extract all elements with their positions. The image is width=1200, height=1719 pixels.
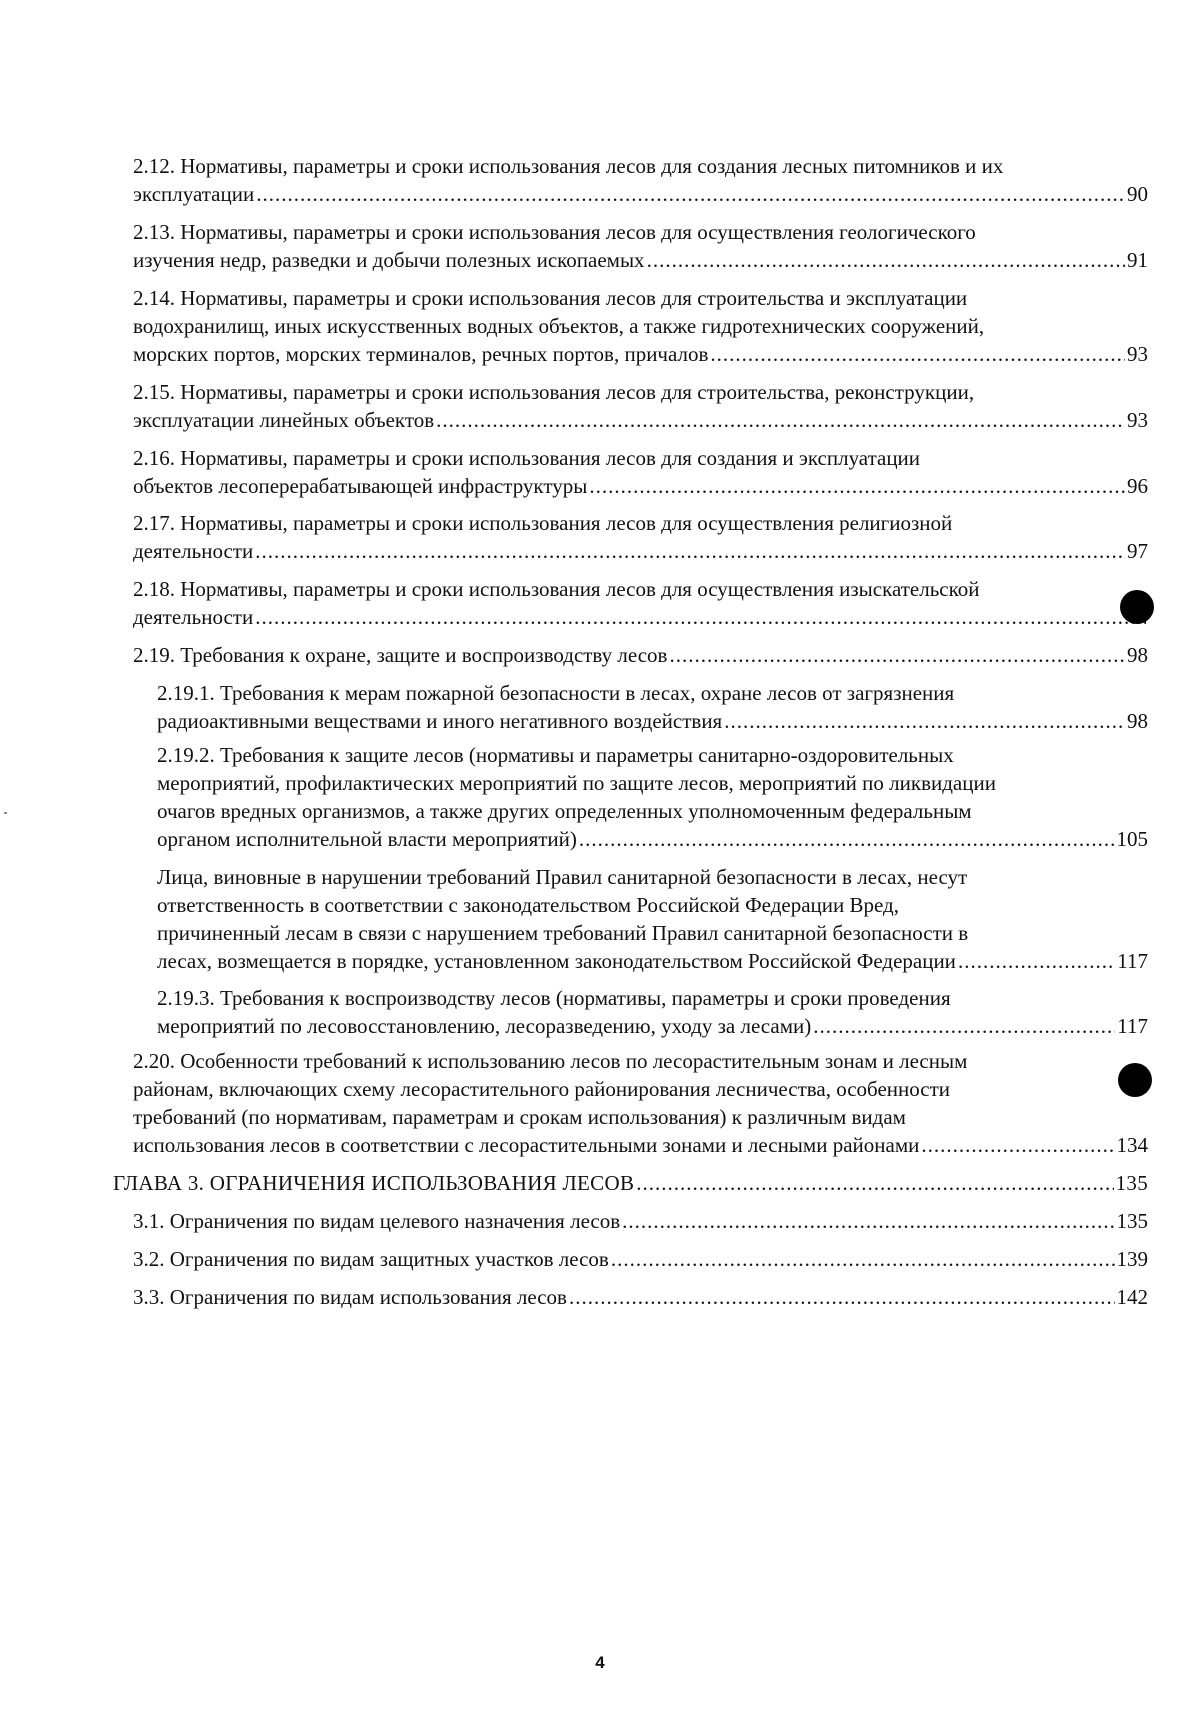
toc-entry-text: эксплуатации bbox=[133, 182, 255, 206]
toc-entry-last-line bbox=[133, 1283, 1148, 1311]
toc-entry-text: лесах, возмещается в порядке, установленном законодательством Российской Федерации bbox=[157, 949, 956, 973]
scan-speck bbox=[4, 812, 7, 814]
toc-page-number: 117 bbox=[1117, 1014, 1148, 1038]
toc-entry-2-19-3 bbox=[157, 984, 1148, 1040]
leader-dots bbox=[636, 1169, 1113, 1197]
toc-page-number: 97 bbox=[1127, 539, 1148, 563]
toc-entry-line: 2.12. Нормативы, параметры и сроки использования лесов для создания лесных питомников и их bbox=[133, 154, 1004, 178]
leader-dots bbox=[255, 603, 1146, 631]
toc-entry-line: 2.16. Нормативы, параметры и сроки использования лесов для создания и эксплуатации bbox=[133, 446, 921, 470]
toc-entry-line: причиненный лесам в связи с нарушением требований Правил санитарной безопасности в bbox=[157, 921, 969, 945]
toc-entry-line: 2.13. Нормативы, параметры и сроки использования лесов для осуществления геологического bbox=[133, 220, 976, 244]
toc-entry-last-line bbox=[133, 1131, 1148, 1159]
toc-entry-text: мероприятий по лесовосстановлению, лесоразведению, уходу за лесами) bbox=[157, 1014, 812, 1038]
toc-page-number: 139 bbox=[1116, 1247, 1148, 1271]
toc-entry-last-line bbox=[157, 707, 1148, 735]
toc-entry-2-19-2 bbox=[157, 741, 1148, 853]
page-number: 4 bbox=[595, 1653, 605, 1672]
toc-entry-text: использования лесов в соответствии с лесорастительными зонами и лесными районами bbox=[133, 1133, 920, 1157]
leader-dots bbox=[436, 406, 1125, 434]
leader-dots bbox=[255, 537, 1125, 565]
toc-entry-line: 2.15. Нормативы, параметры и сроки использования лесов для строительства, реконструкции, bbox=[133, 380, 975, 404]
toc-entry-last-line bbox=[157, 947, 1148, 975]
toc-entry-last-line bbox=[133, 1207, 1148, 1235]
leader-dots bbox=[611, 1245, 1115, 1273]
toc-entry-3-1 bbox=[133, 1207, 1148, 1235]
toc-page-number: 135 bbox=[1115, 1171, 1148, 1195]
toc-page-number: 134 bbox=[1116, 1133, 1148, 1157]
leader-dots bbox=[569, 1283, 1115, 1311]
toc-page-number: 105 bbox=[1116, 827, 1148, 851]
toc-chapter-3 bbox=[113, 1169, 1148, 1197]
toc-entry-last-line bbox=[113, 1169, 1148, 1197]
leader-dots bbox=[710, 340, 1125, 368]
toc-entry-last-line bbox=[133, 406, 1148, 434]
toc-entry-last-line bbox=[157, 1012, 1148, 1040]
toc-page-number: 135 bbox=[1116, 1209, 1148, 1233]
toc-entry-line: районам, включающих схему лесорастительного районирования лесничества, особенности bbox=[133, 1077, 951, 1101]
toc-entry-3-2 bbox=[133, 1245, 1148, 1273]
toc-entry-last-line bbox=[133, 180, 1148, 208]
toc-entry-text: 2.19. Требования к охране, защите и воспроизводству лесов bbox=[133, 643, 668, 667]
toc-entry-line: требований (по нормативам, параметрам и срокам использования) к различным видам bbox=[133, 1105, 906, 1129]
toc-entry-liability-note bbox=[157, 863, 1148, 975]
toc-entry-2-16 bbox=[133, 444, 1148, 500]
leader-dots bbox=[813, 1012, 1115, 1040]
toc-page-number: 98 bbox=[1127, 643, 1148, 667]
punch-hole-mark bbox=[1120, 590, 1154, 624]
toc-entry-last-line bbox=[133, 472, 1148, 500]
toc-entry-2-18 bbox=[133, 575, 1148, 631]
toc-entry-text: 3.1. Ограничения по видам целевого назначения лесов bbox=[133, 1209, 621, 1233]
leader-dots bbox=[724, 707, 1125, 735]
leader-dots bbox=[958, 947, 1115, 975]
toc-entry-text: деятельности bbox=[133, 539, 254, 563]
toc-entry-last-line bbox=[133, 603, 1148, 631]
toc-entry-text: объектов лесоперерабатывающей инфраструктуры bbox=[133, 474, 588, 498]
toc-page-number: 91 bbox=[1127, 248, 1148, 272]
toc-entry-2-12 bbox=[133, 152, 1148, 208]
toc-entry-line: 2.14. Нормативы, параметры и сроки использования лесов для строительства и эксплуатации bbox=[133, 286, 968, 310]
toc-entry-line: водохранилищ, иных искусственных водных объектов, а также гидротехнических сооружений, bbox=[133, 314, 985, 338]
toc-entry-line: 2.17. Нормативы, параметры и сроки использования лесов для осуществления религиозной bbox=[133, 511, 953, 535]
toc-entry-text: 3.2. Ограничения по видам защитных участков лесов bbox=[133, 1247, 609, 1271]
toc-entry-last-line bbox=[133, 1245, 1148, 1273]
toc-page-number: 142 bbox=[1116, 1285, 1148, 1309]
toc-entry-text: деятельности bbox=[133, 605, 254, 629]
toc-entry-2-19 bbox=[133, 641, 1148, 669]
toc-entry-line: очагов вредных организмов, а также других определенных уполномоченным федеральным bbox=[157, 799, 972, 823]
toc-page-number: 90 bbox=[1127, 182, 1148, 206]
toc-entry-line: Лица, виновные в нарушении требований Правил санитарной безопасности в лесах, несут bbox=[157, 865, 968, 889]
toc-entry-2-15 bbox=[133, 378, 1148, 434]
toc-entry-text: органом исполнительной власти мероприятий) bbox=[157, 827, 577, 851]
toc-entry-text: морских портов, морских терминалов, речных портов, причалов bbox=[133, 342, 709, 366]
toc-entry-3-3 bbox=[133, 1283, 1148, 1311]
toc-entry-last-line bbox=[133, 537, 1148, 565]
toc-page-number: 93 bbox=[1127, 342, 1148, 366]
toc-entry-text: эксплуатации линейных объектов bbox=[133, 408, 435, 432]
toc-entry-2-14 bbox=[133, 284, 1148, 368]
toc-entry-2-17 bbox=[133, 509, 1148, 565]
toc-entry-line: 2.19.2. Требования к защите лесов (нормативы и параметры санитарно-оздоровительных bbox=[157, 743, 954, 767]
leader-dots bbox=[256, 180, 1125, 208]
toc-entry-2-20 bbox=[133, 1047, 1148, 1159]
toc-entry-text: ГЛАВА 3. ОГРАНИЧЕНИЯ ИСПОЛЬЗОВАНИЯ ЛЕСОВ bbox=[113, 1171, 635, 1195]
toc-entry-line: 2.18. Нормативы, параметры и сроки использования лесов для осуществления изыскательской bbox=[133, 577, 980, 601]
toc-page-number: 96 bbox=[1127, 474, 1148, 498]
leader-dots bbox=[647, 246, 1125, 274]
toc-entry-last-line bbox=[133, 246, 1148, 274]
leader-dots bbox=[921, 1131, 1114, 1159]
toc-entry-2-19-1 bbox=[157, 679, 1148, 735]
leader-dots bbox=[589, 472, 1125, 500]
toc-entry-last-line bbox=[133, 340, 1148, 368]
toc-page-number: 93 bbox=[1127, 408, 1148, 432]
toc-entry-text: изучения недр, разведки и добычи полезных ископаемых bbox=[133, 248, 645, 272]
toc-entry-line: 2.20. Особенности требований к использованию лесов по лесорастительным зонам и лесным bbox=[133, 1049, 968, 1073]
toc-entry-2-13 bbox=[133, 218, 1148, 274]
toc-entry-last-line bbox=[133, 641, 1148, 669]
toc-entry-last-line bbox=[157, 825, 1148, 853]
toc-entry-line: 2.19.1. Требования к мерам пожарной безопасности в лесах, охране лесов от загрязнения bbox=[157, 681, 955, 705]
leader-dots bbox=[669, 641, 1125, 669]
toc-page-number: 98 bbox=[1127, 709, 1148, 733]
toc-entry-line: 2.19.3. Требования к воспроизводству лесов (нормативы, параметры и сроки проведения bbox=[157, 986, 951, 1010]
punch-hole-mark bbox=[1118, 1063, 1152, 1097]
toc-page-number: 117 bbox=[1117, 949, 1148, 973]
toc-entry-text: 3.3. Ограничения по видам использования лесов bbox=[133, 1285, 567, 1309]
toc-entry-line: мероприятий, профилактических мероприятий по защите лесов, мероприятий по ликвидации bbox=[157, 771, 996, 795]
leader-dots bbox=[622, 1207, 1114, 1235]
leader-dots bbox=[579, 825, 1115, 853]
toc-entry-line: ответственность в соответствии с законодательством Российской Федерации Вред, bbox=[157, 893, 899, 917]
toc-entry-text: радиоактивными веществами и иного негативного воздействия bbox=[157, 709, 723, 733]
